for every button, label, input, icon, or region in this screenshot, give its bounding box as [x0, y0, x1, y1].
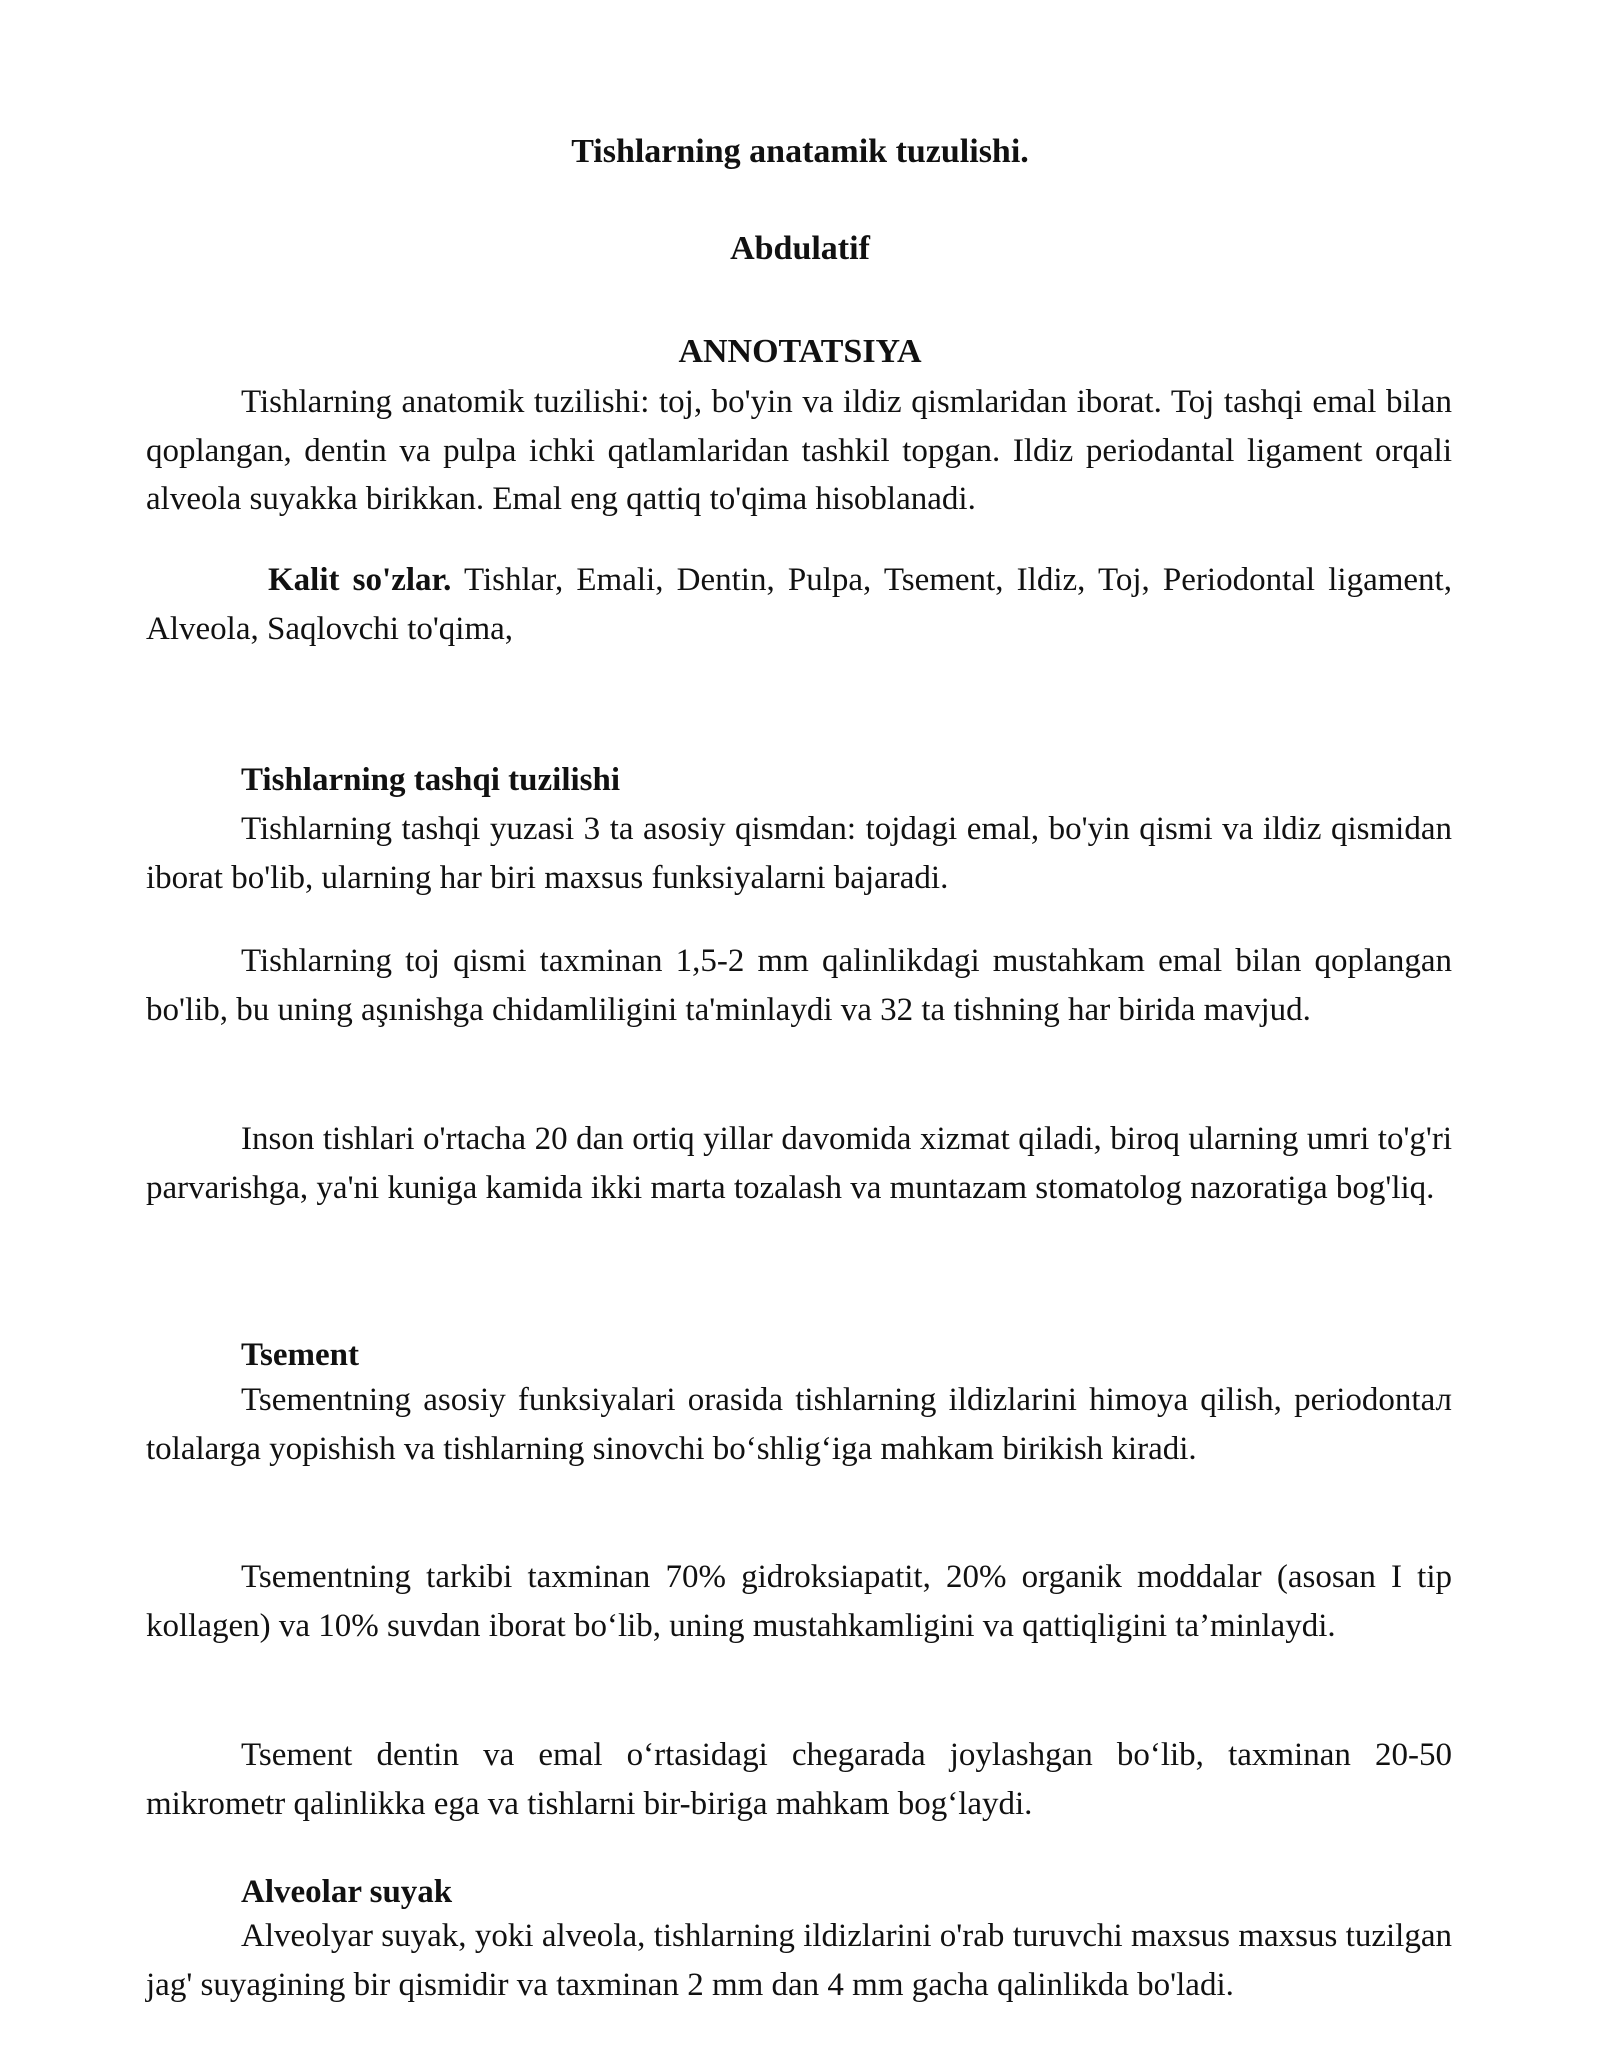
- keywords-list: Tishlar, Emali, Dentin, Pulpa, Tsement, Ildiz, Toj, Periodontal ligament, Alveola, Saqlovchi to'qima,: [146, 562, 1452, 647]
- section-paragraph: Alveolyar suyak, yoki alveola, tishlarning ildizlarini o'rab turuvchi maxsus maxsus tuzilgan jag' suyagining bir qismidir va taxminan 2 mm dan 4 mm gacha qalinlikda bo'ladi.: [146, 1918, 1452, 2003]
- section-heading-cement: Tsement: [241, 1337, 359, 1373]
- keywords-paragraph: [146, 556, 1452, 653]
- section-heading-alveolar-bone: Alveolar suyak: [241, 1874, 453, 1910]
- section-paragraph: Tishlarning toj qismi taxminan 1,5-2 mm qalinlikdagi mustahkam emal bilan qoplangan bo'lib, bu uning aşınishga chidamliligini ta'minlaydi va 32 ta tishning har birida mavjud.: [146, 943, 1452, 1028]
- section-paragraph: Tsementning asosiy funksiyalari orasida tishlarning ildizlarini himoya qilish, periodontал tolalarga yopishish va tishlarning sinovchi bo‘shlig‘iga mahkam birikish kiradi.: [146, 1382, 1452, 1467]
- keywords-label: Kalit so'zlar.: [268, 562, 452, 598]
- annotation-heading: ANNOTATSIYA: [678, 333, 922, 370]
- section-paragraph: Tishlarning tashqi yuzasi 3 ta asosiy qismdan: tojdagi emal, bo'yin qismi va ildiz qismidan iborat bo'lib, ularning har biri maxsus funksiyalarni bajaradi.: [146, 811, 1452, 896]
- author-name: Abdulatif: [730, 230, 870, 267]
- section-paragraph: Tsementning tarkibi taxminan 70% gidroksiapatit, 20% organik moddalar (asosan I tip kollagen) va 10% suvdan iborat bo‘lib, uning mustahkamligini va qattiqligini ta’minlaydi.: [146, 1559, 1452, 1644]
- section-paragraph: Inson tishlari o'rtacha 20 dan ortiq yillar davomida xizmat qiladi, biroq ularning umri to'g'ri parvarishga, ya'ni kuniga kamida ikki marta tozalash va muntazam stomatolog nazoratiga bog'liq.: [146, 1121, 1452, 1206]
- annotation-paragraph: Tishlarning anatomik tuzilishi: toj, bo'yin va ildiz qismlaridan iborat. Toj tashqi emal bilan qoplangan, dentin va pulpa ichki qatlamlaridan tashkil topgan. Ildiz periodantal ligament orqali alveola suyakka birikkan. Emal eng qattiq to'qima hisoblanadi.: [146, 384, 1452, 517]
- section-paragraph: Tsement dentin va emal o‘rtasidagi chegarada joylashgan bo‘lib, taxminan 20-50 mikrometr qalinlikka ega va tishlarni bir-biriga mahkam bog‘laydi.: [146, 1737, 1452, 1822]
- document-title: Tishlarning anatamik tuzulishi.: [571, 133, 1029, 170]
- section-heading-external-structure: Tishlarning tashqi tuzilishi: [241, 762, 621, 798]
